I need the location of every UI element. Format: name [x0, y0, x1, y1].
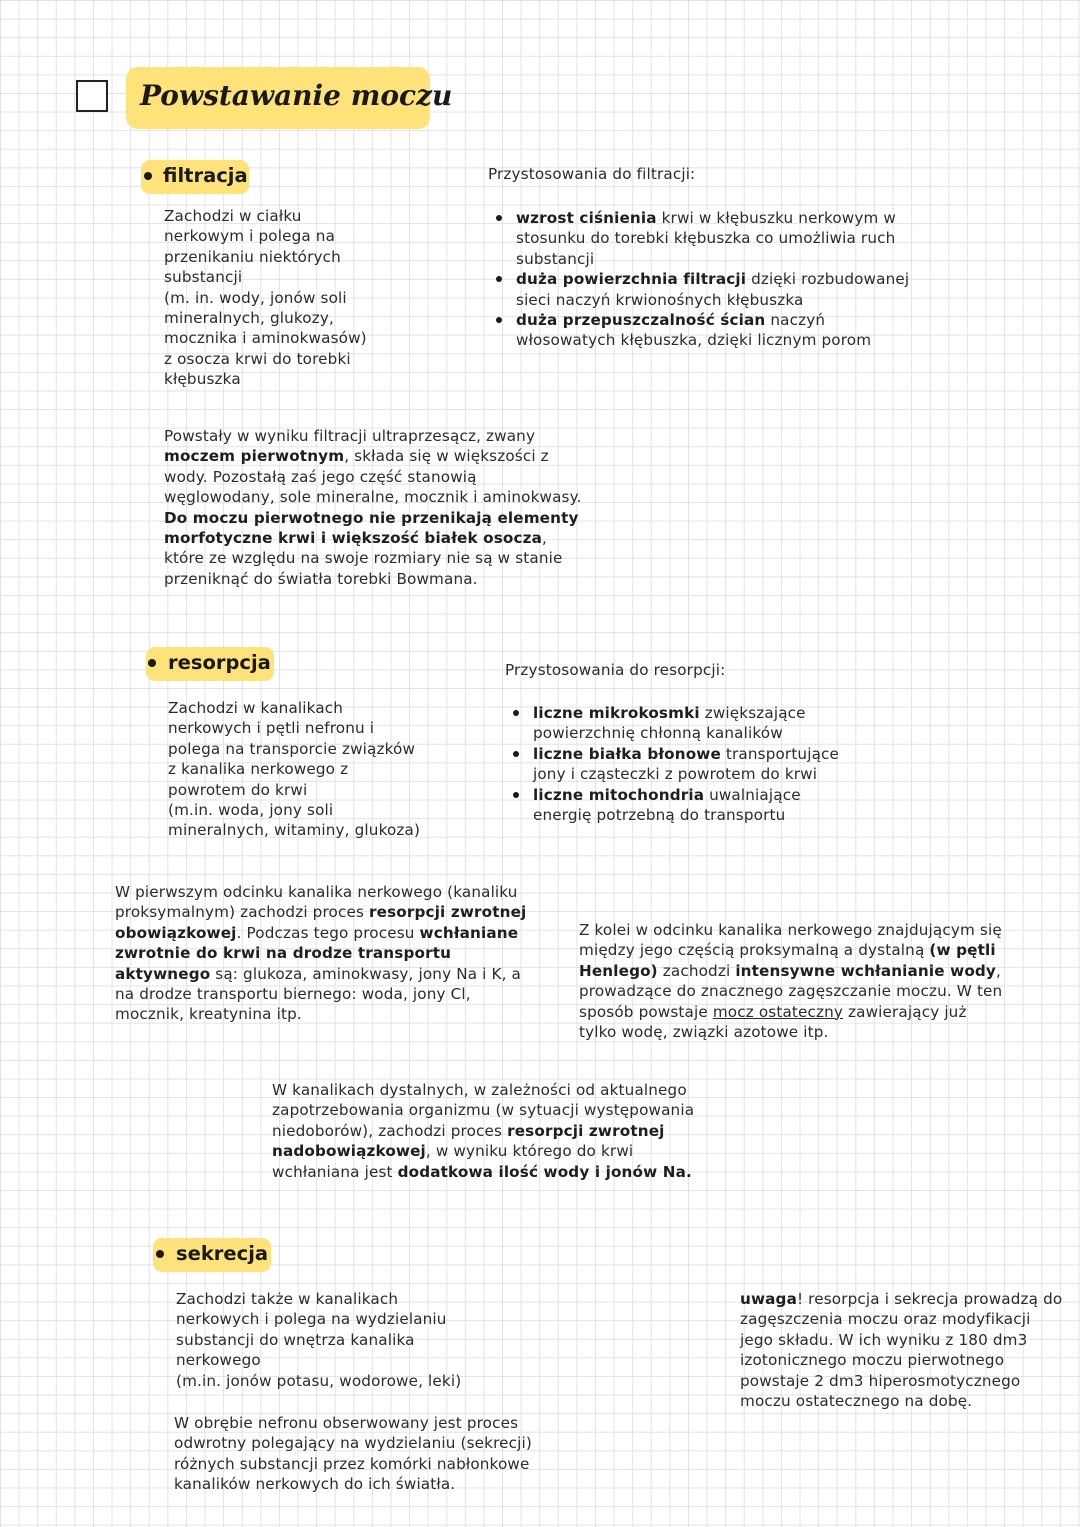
description-line: Zachodzi w kanalikach: [168, 699, 344, 717]
description-line: substancji do wnętrza kanalika: [176, 1330, 415, 1349]
description-line: nerkowych i polega na wydzielaniu: [176, 1310, 447, 1329]
item-bold: liczne białka błonowe: [533, 744, 721, 763]
nefron-paragraph: W obrębie nefronu obserwowany jest proces odwrotny polegający na wydzielaniu (sekrecji) różnych substancji przez komórki nabłonkowe kanalików nerkowych do ich światła.: [174, 1414, 532, 1494]
section-label-sekrecja: sekrecja: [176, 1242, 269, 1265]
description-line: mineralnych, glukozy,: [164, 309, 334, 328]
item-text: naczyń włosowatych kłębuszka, dzięki licznym porom: [516, 311, 872, 350]
description-line: mineralnych, witaminy, glukoza): [168, 821, 421, 840]
ultrafiltrate-paragraph: [164, 426, 582, 589]
bullet-dot: [144, 172, 152, 180]
item-bold: duża przepuszczalność ścian: [516, 311, 766, 330]
text-segment-bold: resorpcji zwrotnej obowiązkowej: [115, 903, 527, 942]
item-text: zwiększające powierzchnię chłonną kanalików: [533, 704, 806, 743]
item-text: uwalniające energię potrzebną do transportu: [533, 785, 801, 825]
text-segment: zachodzi: [657, 961, 736, 980]
filtracja-adaptations-heading: Przystosowania do filtracji:: [488, 165, 696, 183]
bullet-dot: [148, 659, 156, 667]
text-segment: są: glukoza, aminokwasy, jony Na i K, a na drodze transportu biernego: woda, jony Cl, mocznik, kreatynina itp.: [115, 964, 522, 1024]
description-line: polega na transporcie związków: [168, 739, 416, 758]
text-segment: ! resorpcja i sekrecja prowadzą do zagęszczenia moczu oraz modyfikacji jego składu. W ich wyniku z 180 dm3 izotonicznego moczu pierwotnego powstaje 2 dm3 hiperosmotycznego moczu ostatecznego na dobę.: [740, 1290, 1063, 1411]
text-segment-bold: dodatkowa ilość wody i jonów Na.: [397, 1162, 692, 1181]
note-label: uwaga: [740, 1290, 797, 1308]
resorpcja-description: [168, 698, 468, 841]
list-item: [512, 744, 847, 785]
description-line: substancji: [164, 268, 243, 287]
description-line: nerkowego: [176, 1351, 261, 1370]
text-segment: W kanalikach dystalnych, w zależności od aktualnego zapotrzebowania organizmu (w sytuacji występowania niedoborów), zachodzi proces: [272, 1081, 695, 1140]
item-text: dzięki rozbudowanej sieci naczyń krwionośnych kłębuszka: [516, 270, 910, 309]
description-line: przenikaniu niektórych: [164, 247, 341, 266]
filtracja-adaptations-list: [495, 208, 915, 351]
list-item: [512, 703, 847, 744]
item-text: krwi w kłębuszku nerkowym w stosunku do torebki kłębuszka co umożliwia ruch substancji: [516, 209, 897, 268]
text-segment: , które ze względu na swoje rozmiary nie są w stanie przeniknąć do światła torebki Bowmana.: [164, 529, 563, 588]
description-line: mocznika i aminokwasów): [164, 329, 367, 348]
text-segment-underlined: mocz ostateczny: [712, 1002, 844, 1021]
text-segment-bold: resorpcji zwrotnej nadobowiązkowej: [272, 1121, 665, 1161]
text-segment: Powstały w wyniku filtracji ultraprzesącz, zwany: [164, 427, 536, 445]
description-line: nerkowych i pętli nefronu i: [168, 719, 375, 738]
description-line: Zachodzi także w kanalikach: [176, 1290, 399, 1308]
text-segment: Z kolei w odcinku kanalika nerkowego znajdującym się między jego częścią proksymalną a dystalną: [579, 921, 1002, 960]
description-line: (m.in. woda, jony soli: [168, 801, 334, 820]
text-segment: . Podczas tego procesu: [236, 923, 420, 942]
list-item: [495, 269, 915, 310]
item-bold: liczne mikrokosmki: [533, 704, 700, 722]
section-label-resorpcja: resorpcja: [168, 651, 271, 674]
bullet-dot: [156, 1250, 164, 1258]
distal-paragraph: [272, 1080, 697, 1182]
description-line: nerkowym i polega na: [164, 227, 336, 246]
text-segment: W pierwszym odcinku kanalika nerkowego (kanaliku proksymalnym) zachodzi proces: [115, 883, 518, 922]
section-label-filtracja: filtracja: [163, 164, 248, 187]
text-segment: zawierający już tylko wodę, związki azotowe itp.: [579, 1002, 967, 1042]
description-line: Zachodzi w ciałku: [164, 207, 302, 225]
sekrecja-description: [176, 1289, 516, 1391]
note-paragraph: [740, 1289, 1065, 1411]
list-item: [495, 310, 915, 351]
resorpcja-adaptations-heading: Przystosowania do resorpcji:: [505, 661, 726, 679]
text-segment-bold: moczem pierwotnym: [164, 447, 345, 466]
item-bold: wzrost ciśnienia: [516, 209, 657, 227]
description-line: (m. in. wody, jonów soli: [164, 288, 347, 307]
resorpcja-adaptations-list: [512, 703, 847, 825]
item-text: transportujące jony i cząsteczki z powrotem do krwi: [533, 744, 840, 784]
description-line: kłębuszka: [164, 370, 241, 389]
description-line: (m.in. jonów potasu, wodorowe, leki): [176, 1371, 462, 1390]
checkbox[interactable]: [76, 80, 108, 112]
description-line: z kanalika nerkowego z: [168, 760, 349, 779]
description-line: z osocza krwi do torebki: [164, 349, 351, 368]
text-segment-bold: intensywne wchłanianie wody: [735, 961, 996, 980]
text-segment: , w wyniku którego do krwi wchłaniana jest: [272, 1142, 634, 1181]
filtracja-description: [164, 206, 484, 390]
item-bold: liczne mitochondria: [533, 785, 705, 804]
item-bold: duża powierzchnia filtracji: [516, 270, 747, 289]
list-item: [495, 208, 915, 269]
text-segment: , składa się w większości z wody. Pozostałą zaś jego część stanowią węglowodany, sole mineralne, mocznik i aminokwasy.: [164, 447, 582, 507]
text-segment: , prowadzące do znacznego zagęszczanie moczu. W ten sposób powstaje: [579, 961, 1003, 1021]
page-title: Powstawanie moczu: [140, 79, 453, 112]
henle-paragraph: [579, 920, 1004, 1042]
text-segment-bold: Do moczu pierwotnego nie przenikają elementy morfotyczne krwi i większość białek osocza: [164, 508, 579, 548]
text-segment-bold: (w pętli Henlego): [579, 941, 996, 980]
proximal-paragraph: [115, 882, 533, 1025]
text-segment-bold: wchłaniane zwrotnie do krwi na drodze transportu aktywnego: [115, 923, 519, 983]
list-item: [512, 785, 847, 826]
description-line: powrotem do krwi: [168, 780, 308, 799]
